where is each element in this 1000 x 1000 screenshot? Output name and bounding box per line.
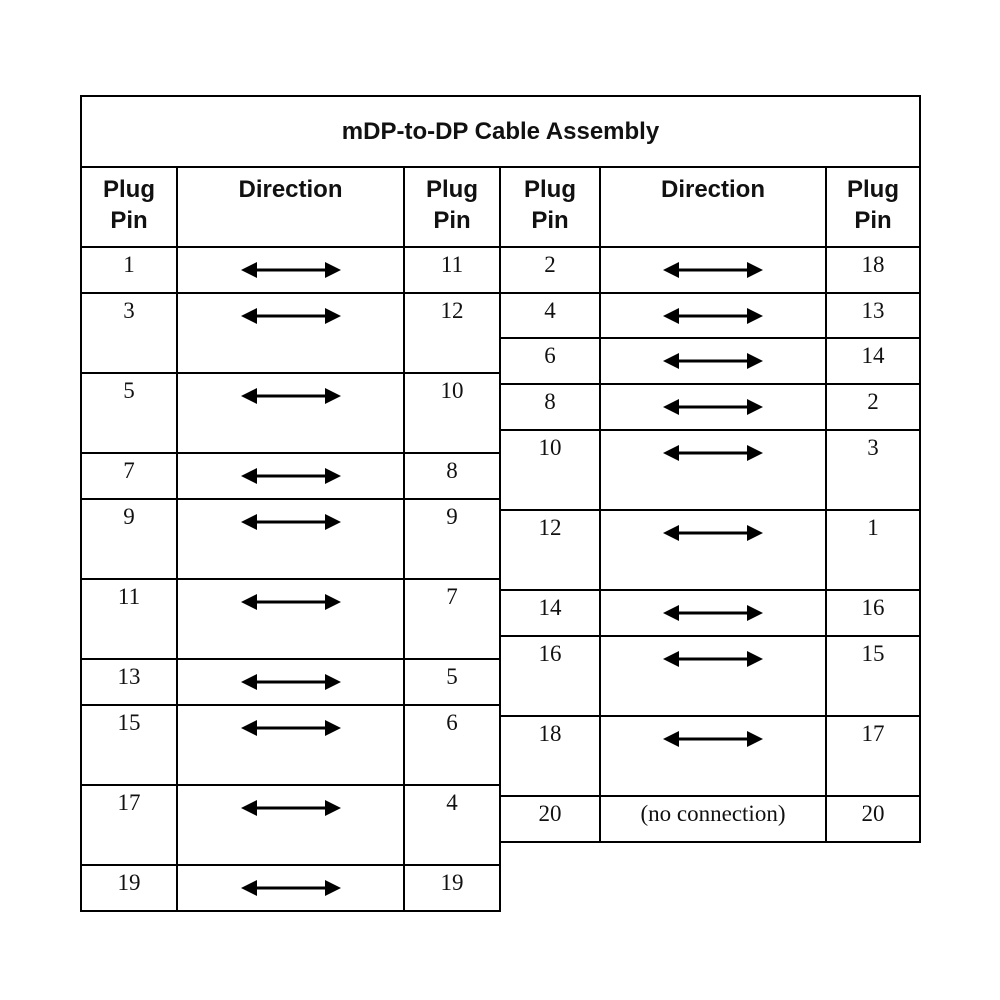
- left-plug-pin-to: 11: [403, 246, 501, 294]
- left-plug-pin-to: 5: [403, 658, 501, 706]
- header-plug-label: Plug: [524, 176, 576, 203]
- header-pin-label: Pin: [433, 207, 471, 234]
- double-arrow-icon: [239, 797, 343, 819]
- right-plug-pin-to: 16: [825, 589, 921, 637]
- double-arrow-icon: [661, 648, 765, 670]
- left-plug-pin-to: 7: [403, 578, 501, 660]
- header-plug-label: Plug: [103, 176, 155, 203]
- double-arrow-icon: [661, 259, 765, 281]
- left-plug-pin-from: 11: [80, 578, 178, 660]
- right-plug-pin-from: 14: [499, 589, 601, 637]
- right-direction-cell: [599, 795, 827, 843]
- right-plug-pin-from: 2: [499, 246, 601, 294]
- right-plug-pin-to: 20: [825, 795, 921, 843]
- double-arrow-icon: [239, 511, 343, 533]
- double-arrow-icon: [239, 465, 343, 487]
- header-plug-label: Plug: [426, 176, 478, 203]
- double-arrow-icon: [239, 877, 343, 899]
- left-plug-pin-from: 7: [80, 452, 178, 500]
- double-arrow-icon: [661, 305, 765, 327]
- double-arrow-icon: [661, 602, 765, 624]
- left-plug-pin-from: 1: [80, 246, 178, 294]
- header-left-plug-pin-2: [403, 166, 501, 248]
- left-plug-pin-from: 15: [80, 704, 178, 786]
- left-plug-pin-to: 19: [403, 864, 501, 912]
- no-connection-label: (no connection): [640, 801, 786, 826]
- left-plug-pin-to: 12: [403, 292, 501, 374]
- header-direction-label: Direction: [660, 176, 765, 203]
- double-arrow-icon: [661, 728, 765, 750]
- left-plug-pin-from: 5: [80, 372, 178, 454]
- double-arrow-icon: [239, 305, 343, 327]
- header-pin-label: Pin: [531, 207, 569, 234]
- double-arrow-icon: [661, 350, 765, 372]
- header-right-direction: [599, 166, 827, 248]
- left-plug-pin-from: 17: [80, 784, 178, 866]
- double-arrow-icon: [239, 717, 343, 739]
- double-arrow-icon: [239, 385, 343, 407]
- right-plug-pin-from: 18: [499, 715, 601, 797]
- table-title: mDP-to-DP Cable Assembly: [80, 95, 921, 166]
- right-plug-pin-from: 12: [499, 509, 601, 591]
- right-plug-pin-to: 13: [825, 292, 921, 339]
- right-plug-pin-to: 14: [825, 337, 921, 385]
- left-plug-pin-to: 4: [403, 784, 501, 866]
- left-plug-pin-to: 9: [403, 498, 501, 580]
- header-right-plug-pin-2: [825, 166, 921, 248]
- double-arrow-icon: [239, 591, 343, 613]
- right-plug-pin-from: 16: [499, 635, 601, 717]
- double-arrow-icon: [661, 442, 765, 464]
- right-plug-pin-to: 15: [825, 635, 921, 717]
- double-arrow-icon: [239, 259, 343, 281]
- left-plug-pin-to: 6: [403, 704, 501, 786]
- left-plug-pin-to: 8: [403, 452, 501, 500]
- right-plug-pin-to: 3: [825, 429, 921, 511]
- right-plug-pin-from: 10: [499, 429, 601, 511]
- left-plug-pin-from: 9: [80, 498, 178, 580]
- right-plug-pin-from: 8: [499, 383, 601, 431]
- header-right-plug-pin: [499, 166, 601, 248]
- double-arrow-icon: [661, 396, 765, 418]
- header-direction-label: Direction: [238, 176, 343, 203]
- left-plug-pin-from: 13: [80, 658, 178, 706]
- double-arrow-icon: [661, 522, 765, 544]
- left-plug-pin-to: 10: [403, 372, 501, 454]
- right-plug-pin-to: 1: [825, 509, 921, 591]
- right-plug-pin-to: 17: [825, 715, 921, 797]
- right-plug-pin-from: 6: [499, 337, 601, 385]
- header-plug-label: Plug: [847, 176, 899, 203]
- right-plug-pin-from: 20: [499, 795, 601, 843]
- header-pin-label: Pin: [110, 207, 148, 234]
- left-plug-pin-from: 3: [80, 292, 178, 374]
- left-plug-pin-from: 19: [80, 864, 178, 912]
- header-left-direction: [176, 166, 405, 248]
- double-arrow-icon: [239, 671, 343, 693]
- right-plug-pin-to: 18: [825, 246, 921, 294]
- header-pin-label: Pin: [854, 207, 892, 234]
- right-plug-pin-to: 2: [825, 383, 921, 431]
- right-plug-pin-from: 4: [499, 292, 601, 339]
- header-left-plug-pin: [80, 166, 178, 248]
